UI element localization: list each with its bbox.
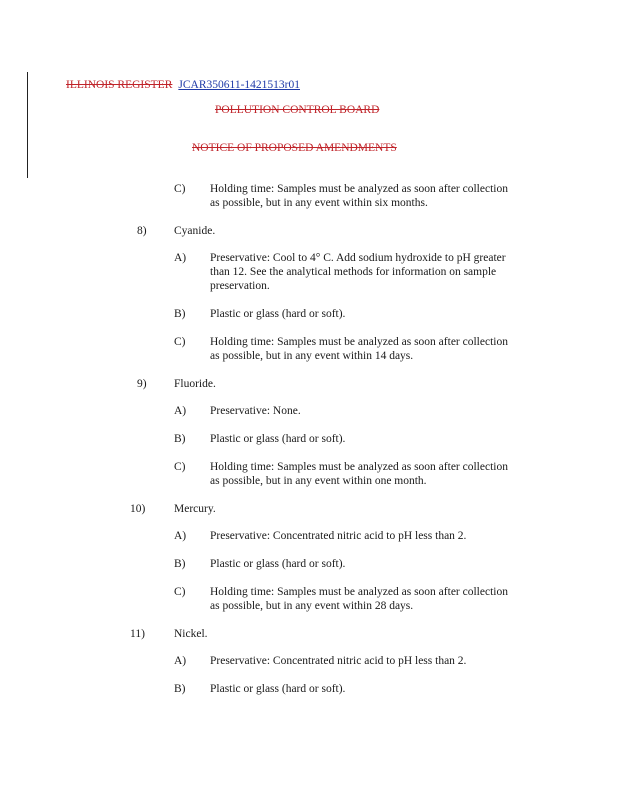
section-title: Cyanide. bbox=[174, 225, 216, 237]
item-text-line: Plastic or glass (hard or soft). bbox=[210, 433, 346, 445]
item-label: C) bbox=[174, 336, 186, 348]
board-title: POLLUTION CONTROL BOARD bbox=[215, 104, 380, 116]
item-label: C) bbox=[174, 461, 186, 473]
item-label: A) bbox=[174, 530, 187, 542]
section-number: 8) bbox=[137, 225, 147, 237]
item-text-line: Plastic or glass (hard or soft). bbox=[210, 683, 346, 695]
item-text-line: as possible, but in any event within 28 days. bbox=[210, 600, 414, 612]
item-label: A) bbox=[174, 252, 187, 264]
section-title: Fluoride. bbox=[174, 378, 216, 390]
item-text-line: Holding time: Samples must be analyzed as soon after collection bbox=[210, 336, 508, 348]
section-number: 10) bbox=[130, 503, 146, 515]
item-text-line: as possible, but in any event within 14 days. bbox=[210, 350, 414, 362]
item-text-line: Holding time: Samples must be analyzed as soon after collection bbox=[210, 461, 508, 473]
section-title: Mercury. bbox=[174, 503, 216, 515]
register-title: ILLINOIS REGISTER bbox=[66, 79, 173, 91]
item-text-line: as possible, but in any event within six months. bbox=[210, 197, 428, 209]
item-label: B) bbox=[174, 683, 186, 695]
item-text-line: Preservative: Cool to 4° C. Add sodium hydroxide to pH greater bbox=[210, 252, 506, 264]
item-text-line: Plastic or glass (hard or soft). bbox=[210, 308, 346, 320]
item-text-line: than 12. See the analytical methods for information on sample bbox=[210, 266, 497, 278]
item-label: C) bbox=[174, 183, 186, 195]
item-text-line: preservation. bbox=[210, 280, 270, 292]
item-text-line: Preservative: Concentrated nitric acid to pH less than 2. bbox=[210, 530, 467, 542]
item-label: B) bbox=[174, 308, 186, 320]
item-label: B) bbox=[174, 433, 186, 445]
item-text-line: Holding time: Samples must be analyzed as soon after collection bbox=[210, 586, 508, 598]
item-text-line: Preservative: None. bbox=[210, 405, 301, 417]
item-label: C) bbox=[174, 586, 186, 598]
item-text-line: Preservative: Concentrated nitric acid to pH less than 2. bbox=[210, 655, 467, 667]
register-header bbox=[66, 78, 300, 93]
item-text-line: Holding time: Samples must be analyzed as soon after collection bbox=[210, 183, 508, 195]
section-title: Nickel. bbox=[174, 628, 208, 640]
notice-title: NOTICE OF PROPOSED AMENDMENTS bbox=[192, 142, 397, 154]
section-number: 11) bbox=[130, 628, 145, 640]
change-bar bbox=[27, 72, 28, 178]
section-number: 9) bbox=[137, 378, 147, 390]
item-label: B) bbox=[174, 558, 186, 570]
jcar-code: JCAR350611-1421513r01 bbox=[178, 79, 300, 91]
item-label: A) bbox=[174, 405, 187, 417]
item-text-line: as possible, but in any event within one month. bbox=[210, 475, 427, 487]
item-text-line: Plastic or glass (hard or soft). bbox=[210, 558, 346, 570]
item-label: A) bbox=[174, 655, 187, 667]
